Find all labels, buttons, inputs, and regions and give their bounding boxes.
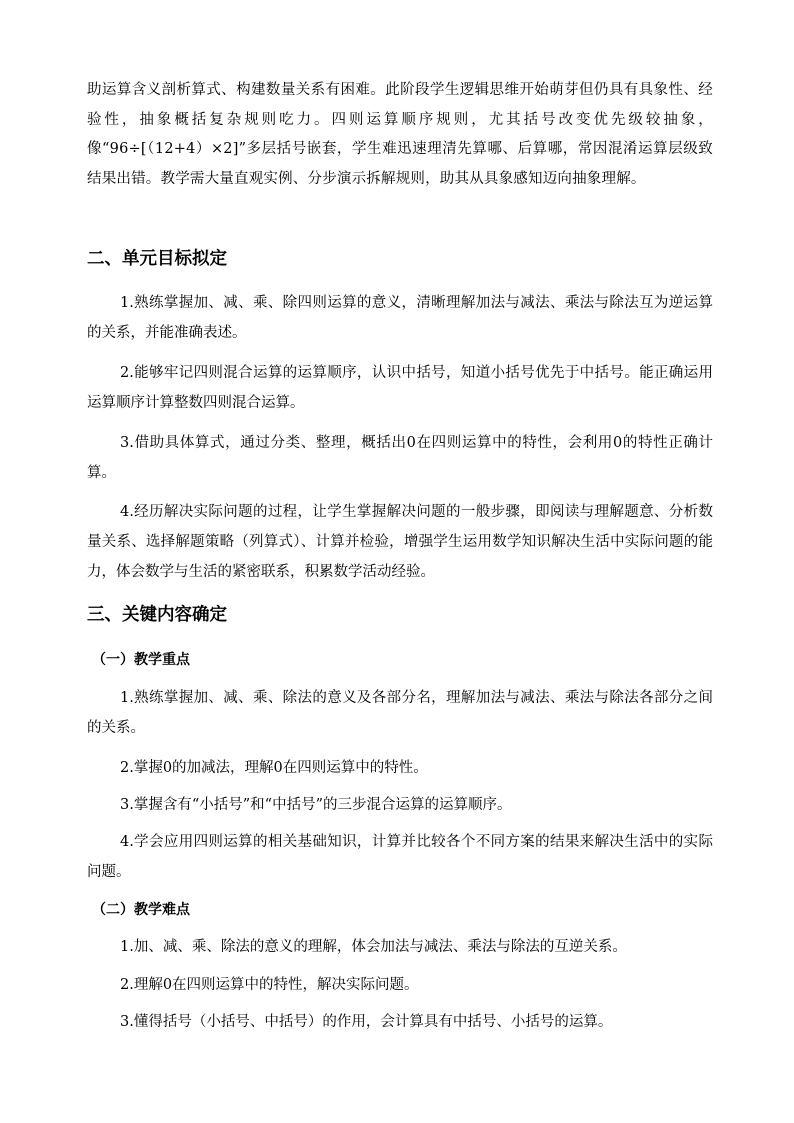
subheading-teaching-difficulty: （二）教学难点 — [92, 902, 190, 918]
focus-item-3: 3.掌握含有“小括号”和“中括号”的三步混合运算的运算顺序。 — [120, 797, 512, 813]
section-heading-key-content: 三、关键内容确定 — [87, 605, 227, 625]
focus-item-1: 1.熟练掌握加、减、乘、除法的意义及各部分名，理解加法与减法、乘法与除法各部分之间的关系。 — [87, 690, 713, 736]
section-heading-goals: 二、单元目标拟定 — [87, 249, 227, 269]
goal-item-2: 2.能够牢记四则混合运算的运算顺序，认识中括号，知道小括号优先于中括号。能正确运用运算顺序计算整数四则混合运算。 — [87, 365, 713, 411]
focus-item-2: 2.掌握0的加减法，理解0在四则运算中的特性。 — [120, 760, 428, 776]
difficulty-item-2: 2.理解0在四则运算中的特性，解决实际问题。 — [120, 977, 419, 993]
goal-item-4: 4.经历解决实际问题的过程，让学生掌握解决问题的一般步骤，即阅读与理解题意、分析数量关系、选择解题策略（列算式）、计算并检验，增强学生运用数学知识解决生活中实际问题的能力，体会数学与生活的紧密联系，积累数学活动经验。 — [87, 504, 713, 580]
difficulty-item-3: 3.懂得括号（小括号、中括号）的作用，会计算具有中括号、小括号的运算。 — [120, 1014, 613, 1030]
goal-item-1: 1.熟练掌握加、减、乘、除四则运算的意义，清晰理解加法与减法、乘法与除法互为逆运算的关系，并能准确表述。 — [87, 295, 713, 341]
intro-paragraph: 助运算含义剖析算式、构建数量关系有困难。此阶段学生逻辑思维开始萌芽但仍具有具象性、经验性，抽象概括复杂规则吃力。四则运算顺序规则，尤其括号改变优先级较抽象，像“96÷[（12+4）×2]”多层括号嵌套，学生难迅速理清先算哪、后算哪，常因混淆运算层级致结果出错。教学需大量直观实例、分步演示拆解规则，助其从具象感知迈向抽象理解。 — [87, 82, 713, 187]
goal-item-3: 3.借助具体算式，通过分类、整理，概括出0在四则运算中的特性，会利用0的特性正确计算。 — [87, 435, 713, 481]
focus-item-4: 4.学会应用四则运算的相关基础知识，计算并比较各个不同方案的结果来解决生活中的实际问题。 — [87, 834, 713, 880]
difficulty-item-1: 1.加、减、乘、除法的意义的理解，体会加法与减法、乘法与除法的互逆关系。 — [120, 939, 627, 955]
subheading-teaching-focus: （一）教学重点 — [92, 652, 190, 668]
